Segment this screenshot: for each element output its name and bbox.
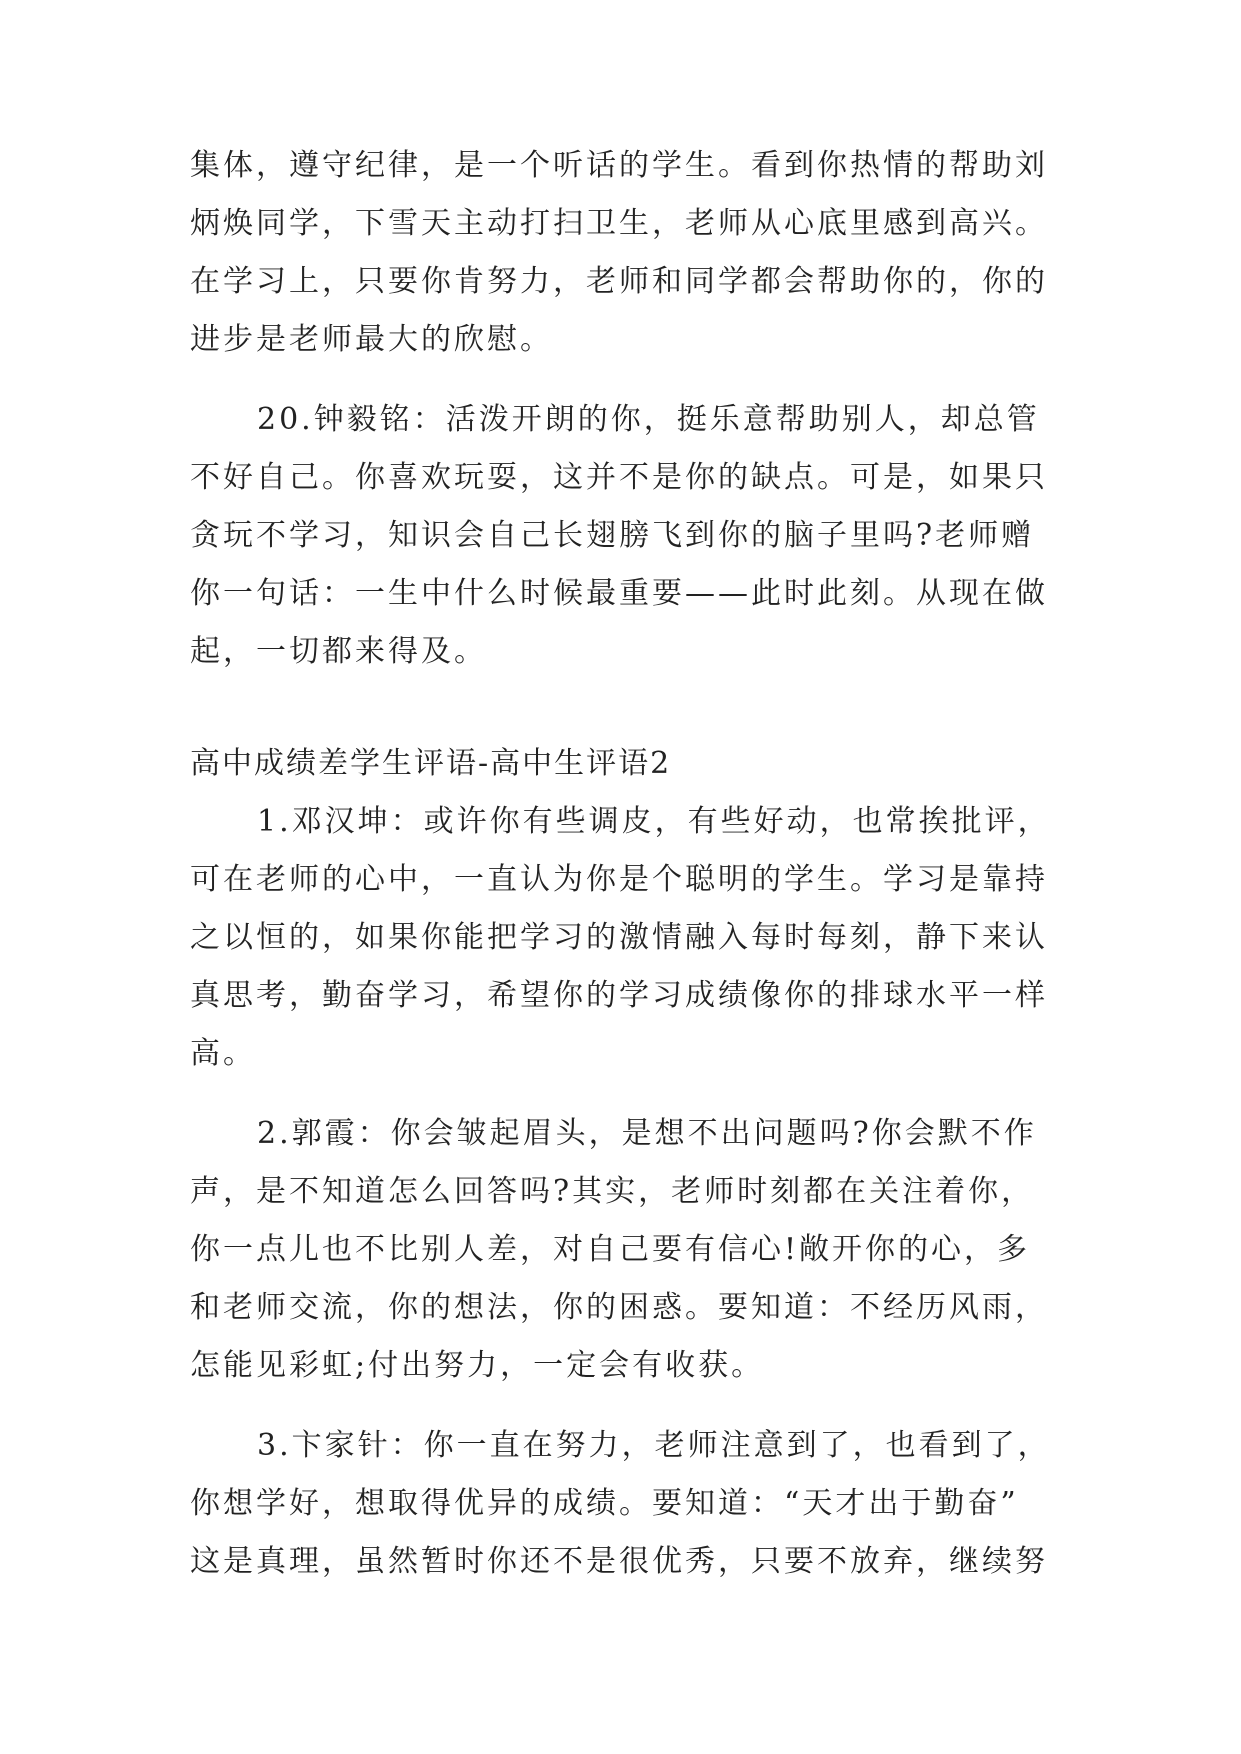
text-line: 起，一切都来得及。 bbox=[190, 634, 487, 669]
text-line: 进步是老师最大的欣慰。 bbox=[190, 322, 553, 357]
text-line: 在学习上，只要你肯努力，老师和同学都会帮助你的，你的 bbox=[190, 264, 1048, 299]
paragraph-start-line: 3.卞家针：你一直在努力，老师注意到了，也看到了， bbox=[257, 1428, 1051, 1463]
text-line: 这是真理，虽然暂时你还不是很优秀，只要不放弃，继续努 bbox=[190, 1544, 1048, 1579]
text-line: 不好自己。你喜欢玩耍，这并不是你的缺点。可是，如果只 bbox=[190, 460, 1048, 495]
text-line: 真思考，勤奋学习，希望你的学习成绩像你的排球水平一样 bbox=[190, 978, 1048, 1013]
text-line: 和老师交流，你的想法，你的困惑。要知道：不经历风雨， bbox=[190, 1290, 1048, 1325]
text-line: 你想学好，想取得优异的成绩。要知道：“天才出于勤奋” bbox=[190, 1486, 1019, 1521]
text-line: 炳焕同学，下雪天主动打扫卫生，老师从心底里感到高兴。 bbox=[190, 206, 1048, 241]
text-line: 怎能见彩虹;付出努力，一定会有收获。 bbox=[190, 1348, 765, 1383]
text-line: 你一点儿也不比别人差，对自己要有信心!敞开你的心，多 bbox=[190, 1232, 1031, 1267]
text-line: 之以恒的，如果你能把学习的激情融入每时每刻，静下来认 bbox=[190, 920, 1048, 955]
text-line: 集体，遵守纪律，是一个听话的学生。看到你热情的帮助刘 bbox=[190, 148, 1048, 183]
paragraph-start-line: 20.钟毅铭：活泼开朗的你，挺乐意帮助别人，却总管 bbox=[257, 402, 1040, 437]
section-heading: 高中成绩差学生评语-高中生评语2 bbox=[190, 746, 672, 781]
text-line: 高。 bbox=[190, 1036, 256, 1071]
text-line: 声，是不知道怎么回答吗?其实，老师时刻都在关注着你， bbox=[190, 1174, 1035, 1209]
paragraph-start-line: 2.郭霞：你会皱起眉头，是想不出问题吗?你会默不作 bbox=[257, 1116, 1037, 1151]
text-line: 贪玩不学习，知识会自己长翅膀飞到你的脑子里吗?老师赠 bbox=[190, 518, 1035, 553]
paragraph-start-line: 1.邓汉坤：或许你有些调皮，有些好动，也常挨批评， bbox=[257, 804, 1051, 839]
text-line: 可在老师的心中，一直认为你是个聪明的学生。学习是靠持 bbox=[190, 862, 1048, 897]
text-line: 你一句话：一生中什么时候最重要——此时此刻。从现在做 bbox=[190, 576, 1048, 611]
